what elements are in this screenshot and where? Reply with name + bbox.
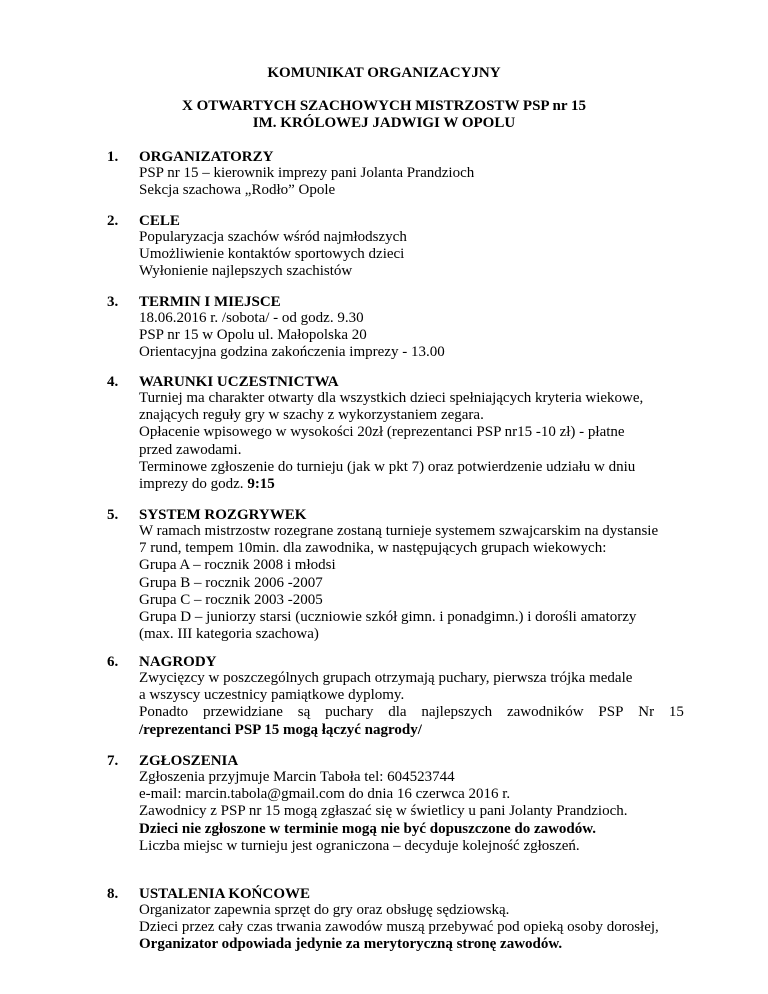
document-subtitle-line-1: X OTWARTYCH SZACHOWYCH MISTRZOSTW PSP nr 15	[182, 98, 586, 114]
document-title: KOMUNIKAT ORGANIZACYJNY	[267, 65, 501, 81]
body-line: PSP nr 15 w Opolu ul. Małopolska 20	[139, 327, 367, 344]
age-group-a: Grupa A – rocznik 2008 i młodsi	[139, 557, 336, 574]
section-number: 1.	[107, 149, 119, 165]
section-body	[139, 310, 687, 362]
section-number: 5.	[107, 507, 119, 523]
section-number: 8.	[107, 886, 119, 902]
body-line: Dzieci przez cały czas trwania zawodów muszą przebywać pod opieką osoby dorosłej,	[139, 919, 659, 936]
word: przewidziane	[202, 704, 283, 721]
age-group-d: Grupa D – juniorzy starsi (uczniowie szkół gimn. i ponadgimn.) i dorośli amatorzy	[139, 609, 637, 626]
section-number: 3.	[107, 294, 119, 310]
section-body	[139, 165, 687, 199]
section-heading: ZGŁOSZENIA	[139, 753, 239, 769]
section-heading: TERMIN I MIEJSCE	[139, 294, 281, 310]
age-group-c: Grupa C – rocznik 2003 -2005	[139, 591, 323, 608]
body-line: Zawodnicy z PSP nr 15 mogą zgłaszać się w świetlicy u pani Jolanty Prandzioch.	[139, 803, 628, 820]
body-line: 18.06.2016 r. /sobota/ - od godz. 9.30	[139, 310, 364, 326]
bold-note: Dzieci nie zgłoszone w terminie mogą nie być dopuszczone do zawodów.	[139, 820, 597, 837]
section-heading: SYSTEM ROZGRYWEK	[139, 507, 307, 523]
section-body	[139, 670, 687, 739]
body-line: W ramach mistrzostw rozegrane zostaną turnieje systemem szwajcarskim na dystansie	[139, 523, 659, 539]
bold-note: /reprezentanci PSP 15 mogą łączyć nagrody/	[139, 721, 422, 738]
section-body	[139, 390, 687, 493]
body-line: Terminowe zgłoszenie do turnieju (jak w pkt 7) oraz potwierdzenie udziału w dniu	[139, 458, 636, 475]
word: PSP	[598, 704, 624, 721]
body-line: Popularyzacja szachów wśród najmłodszych	[139, 229, 407, 245]
section-number: 6.	[107, 654, 119, 670]
section-body	[139, 229, 687, 281]
body-line: Liczba miejsc w turnieju jest ograniczona – decyduje kolejność zgłoszeń.	[139, 837, 580, 854]
section-heading: NAGRODY	[139, 654, 217, 670]
body-line: Zwycięzcy w poszczególnych grupach otrzymają puchary, pierwsza trójka medale	[139, 670, 633, 686]
word: 15	[668, 704, 684, 721]
deadline-prefix: imprezy do godz.	[139, 476, 248, 493]
word: zawodników	[506, 704, 584, 721]
section-body	[139, 769, 687, 855]
body-line: Organizator zapewnia sprzęt do gry oraz obsługę sędziowską.	[139, 902, 510, 918]
section-body	[139, 523, 687, 643]
body-line: Zgłoszenia przyjmuje Marcin Taboła tel: 604523744	[139, 769, 455, 785]
body-line: Umożliwienie kontaktów sportowych dzieci	[139, 246, 405, 263]
word: są	[297, 704, 311, 721]
age-group-b: Grupa B – rocznik 2006 -2007	[139, 574, 323, 591]
section-heading: CELE	[139, 213, 180, 229]
section-heading: USTALENIA KOŃCOWE	[139, 886, 311, 902]
body-line: znających reguły gry w szachy z wykorzystaniem zegara.	[139, 407, 484, 424]
justified-line	[139, 704, 684, 721]
word: najlepszych	[421, 704, 493, 721]
body-line: e-mail: marcin.tabola@gmail.com do dnia 16 czerwca 2016 r.	[139, 786, 511, 803]
body-line: Orientacyjna godzina zakończenia imprezy - 13.00	[139, 344, 445, 361]
body-line: (max. III kategoria szachowa)	[139, 626, 319, 643]
body-line: Opłacenie wpisowego w wysokości 20zł (reprezentanci PSP nr15 -10 zł) - płatne	[139, 424, 625, 441]
body-line: przed zawodami.	[139, 441, 242, 458]
body-line: Wyłonienie najlepszych szachistów	[139, 263, 353, 280]
section-number: 7.	[107, 753, 119, 769]
body-line: 7 rund, tempem 10min. dla zawodnika, w następujących grupach wiekowych:	[139, 540, 607, 557]
body-line-with-deadline	[139, 476, 687, 493]
word: Nr	[638, 704, 655, 721]
section-body	[139, 902, 687, 954]
body-line: Sekcja szachowa „Rodło” Opole	[139, 182, 336, 199]
word: puchary	[325, 704, 374, 721]
body-line: a wszyscy uczestnicy pamiątkowe dyplomy.	[139, 687, 405, 704]
section-number: 2.	[107, 213, 119, 229]
section-number: 4.	[107, 374, 119, 390]
section-heading: WARUNKI UCZESTNICTWA	[139, 374, 339, 390]
word: Ponadto	[139, 704, 189, 721]
body-line: PSP nr 15 – kierownik imprezy pani Jolanta Prandzioch	[139, 165, 475, 181]
bold-note: Organizator odpowiada jedynie za merytoryczną stronę zawodów.	[139, 936, 563, 953]
section-heading: ORGANIZATORZY	[139, 149, 274, 165]
body-line: Turniej ma charakter otwarty dla wszystkich dzieci spełniających kryteria wiekowe,	[139, 390, 644, 406]
deadline-time: 9:15	[247, 476, 275, 493]
word: dla	[388, 704, 407, 721]
document-subtitle-line-2: IM. KRÓLOWEJ JADWIGI W OPOLU	[252, 115, 516, 131]
